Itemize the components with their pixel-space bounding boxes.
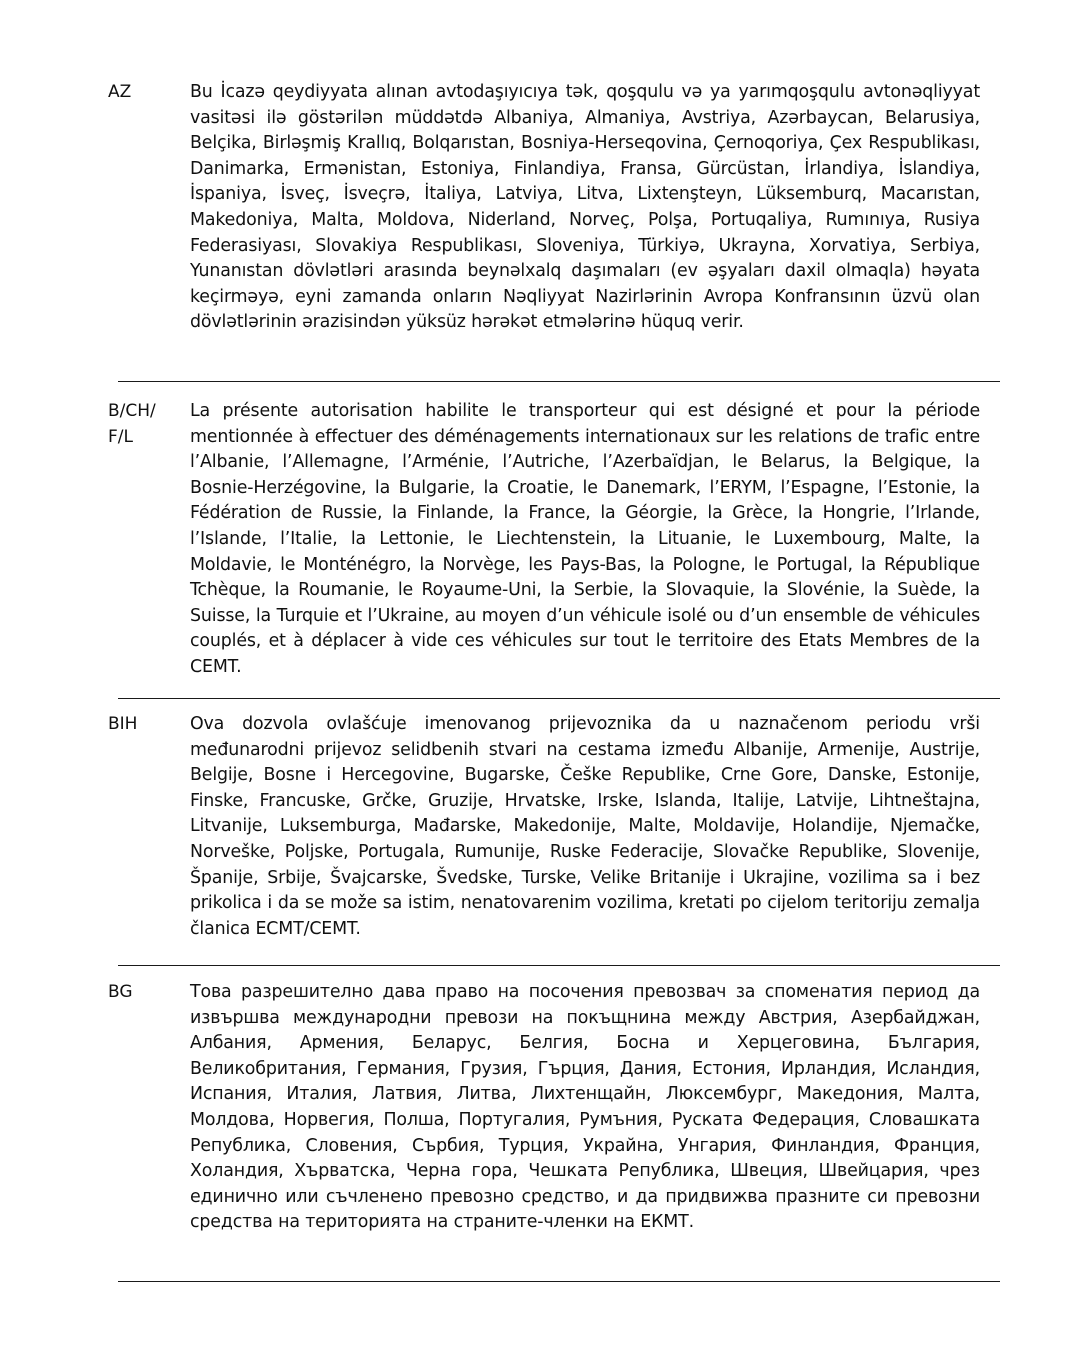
language-code: BG [108, 982, 133, 1002]
section-divider [118, 965, 1000, 966]
language-code: B/CH/ F/L [108, 401, 156, 447]
language-code: AZ [108, 82, 132, 102]
section-text: Това разрешително дава право на посочения превозвач за споменатия период да извършва международни превози на покъщнина между Австрия, Азербайджан, Албания, Армения, Беларус, Белгия, Босна и Херцеговина, България, Великобритания, Германия, Грузия, Гърция, Дания, Естония, Ирландия, Исландия, Испания, Италия, Латвия, Литва, Лихтенщайн, Люксембург, Македония, Малта, Молдова, Норвегия, Полша, Португалия, Румъния, Руската Федерация, Словашката Република, Словения, Сърбия, Турция, Украйна, Унгария, Финландия, Франция, Холандия, Хърватска, Черна гора, Чешката Република, Швеция, Швейцария, чрез единично или съчленено превозно средство, и да придвижва празните си превозни средства на територията на страните-членки на ЕКМТ. [190, 982, 980, 1233]
section-divider [118, 1281, 1000, 1282]
section-divider [118, 381, 1000, 382]
section-text: La présente autorisation habilite le transporteur qui est désigné et pour la période mentionnée à effectuer des déménagements internationaux sur les relations de trafic entre l’Albanie, l’Allemagne, l’Arménie, l’Autriche, l’Azerbaïdjan, le Belarus, la Belgique, la Bosnie-Herzégovine, la Bulgarie, la Croatie, le Danemark, l’ERYM, l’Espagne, l’Estonie, la Fédération de Russie, la Finlande, la France, la Géorgie, la Grèce, la Hongrie, l’Irlande, l’Islande, l’Italie, la Lettonie, le Liechtenstein, la Lituanie, le Luxembourg, Malte, la Moldavie, le Monténégro, la Norvège, les Pays-Bas, la Pologne, le Portugal, la République Tchèque, la Roumanie, le Royaume-Uni, la Serbie, la Slovaquie, la Slovénie, la Suède, la Suisse, la Turquie et l’Ukraine, au moyen d’un véhicule isolé ou d’un ensemble de véhicules couplés, et à déplacer à vide ces véhicules sur tout le territoire des Etats Membres de la CEMT. [190, 401, 980, 677]
section-text: Bu İcazə qeydiyyata alınan avtodaşıyıcıya tək, qoşqulu və ya yarımqoşqulu avtonəqliyyat vasitəsi ilə göstərilən müddətdə Albaniya, Almaniya, Avstriya, Azərbaycan, Belarusiya, Belçika, Birləşmiş Krallıq, Bolqarıstan, Bosniya-Herseqovina, Çernoqoriya, Çex Respublikası, Danimarka, Ermənistan, Estoniya, Finlandiya, Fransa, Gürcüstan, İrlandiya, İslandiya, İspaniya, İsveç, İsveçrə, İtaliya, Latviya, Litva, Lixtenşteyn, Lüksemburq, Macarıstan, Makedoniya, Malta, Moldova, Niderland, Norveç, Polşa, Portuqaliya, Rumınıya, Rusiya Federasiyası, Slovakiya Respublikası, Sloveniya, Türkiyə, Ukrayna, Xorvatiya, Serbiya, Yunanıstan dövlətləri arasında beynəlxalq daşımaları (ev əşyaları daxil olmaqla) həyata keçirməyə, eyni zamanda onların Nəqliyyat Nazirlərinin Avropa Konfransının üzvü olan dövlətlərinin ərazisindən yüksüz hərəkət etmələrinə hüquq verir. [190, 82, 980, 333]
section-divider [118, 698, 1000, 699]
section-text: Ova dozvola ovlašćuje imenovanog prijevoznika da u naznačenom periodu vrši međunarodni prijevoz selidbenih stvari na cestama između Albanije, Armenije, Austrije, Belgije, Bosne i Hercegovine, Bugarske, Češke Republike, Crne Gore, Danske, Estonije, Finske, Francuske, Grčke, Gruzije, Hrvatske, Irske, Islanda, Italije, Latvije, Lihtneštajna, Litvanije, Luksemburga, Mađarske, Makedonije, Malte, Moldavije, Holandije, Njemačke, Norveške, Poljske, Portugala, Rumunije, Ruske Federacije, Slovačke Republike, Slovenije, Španije, Srbije, Švajcarske, Švedske, Turske, Velike Britanije i Ukrajine, vozilima sa i bez prikolica i da se može sa istim, nenatovarenim vozilima, kretati po cijelom teritoriju zemalja članica ECMT/CEMT. [190, 714, 980, 939]
language-code: BIH [108, 714, 138, 734]
